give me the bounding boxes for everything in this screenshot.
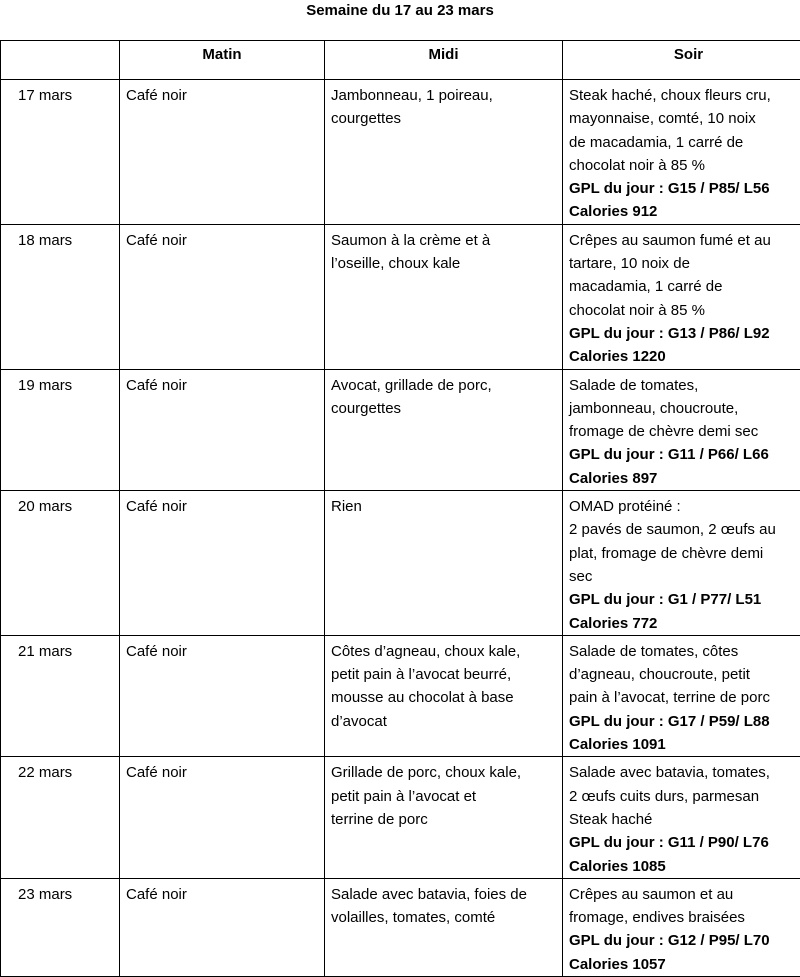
midi-text-line: Avocat, grillade de porc,: [331, 374, 559, 397]
meal-plan-table: [0, 40, 800, 977]
soir-text-line: tartare, 10 noix de: [569, 252, 800, 275]
gpl-summary: GPL du jour : G13 / P86/ L92: [569, 322, 800, 345]
day-cell: [1, 635, 120, 756]
calories-summary: Calories 912: [569, 200, 800, 223]
day-cell: [1, 80, 120, 225]
midi-text-line: petit pain à l’avocat beurré,: [331, 663, 559, 686]
day-label: 17 mars: [18, 84, 116, 107]
midi-text-line: d’avocat: [331, 710, 559, 733]
day-cell: [1, 757, 120, 878]
midi-text-line: mousse au chocolat à base: [331, 686, 559, 709]
soir-text-line: macadamia, 1 carré de: [569, 275, 800, 298]
table-row: [1, 878, 800, 976]
midi-text-line: volailles, tomates, comté: [331, 906, 559, 929]
soir-text-line: chocolat noir à 85 %: [569, 154, 800, 177]
table-row: [1, 635, 800, 756]
soir-cell: [563, 369, 800, 490]
soir-text-line: jambonneau, choucroute,: [569, 397, 800, 420]
table-row: [1, 369, 800, 490]
midi-text-line: Rien: [331, 495, 559, 518]
soir-cell: [563, 635, 800, 756]
table-row: [1, 224, 800, 369]
table-row: [1, 757, 800, 878]
day-label: 18 mars: [18, 229, 116, 252]
midi-text-line: courgettes: [331, 397, 559, 420]
soir-text-line: pain à l’avocat, terrine de porc: [569, 686, 800, 709]
table-row: [1, 80, 800, 225]
soir-text-line: OMAD protéiné :: [569, 495, 800, 518]
soir-text-line: Salade de tomates,: [569, 374, 800, 397]
page-title: Semaine du 17 au 23 mars: [0, 0, 800, 22]
matin-cell: [120, 635, 325, 756]
header-matin: Matin: [120, 41, 325, 80]
matin-text: Café noir: [126, 495, 321, 518]
midi-cell: [325, 757, 563, 878]
soir-text-line: fromage de chèvre demi sec: [569, 420, 800, 443]
gpl-summary: GPL du jour : G1 / P77/ L51: [569, 588, 800, 611]
soir-text-line: d’agneau, choucroute, petit: [569, 663, 800, 686]
midi-cell: [325, 635, 563, 756]
matin-text: Café noir: [126, 84, 321, 107]
matin-text: Café noir: [126, 374, 321, 397]
calories-summary: Calories 897: [569, 467, 800, 490]
table-body: [1, 80, 800, 977]
soir-text-line: Salade avec batavia, tomates,: [569, 761, 800, 784]
header-midi: Midi: [325, 41, 563, 80]
soir-text-line: sec: [569, 565, 800, 588]
soir-text-line: 2 pavés de saumon, 2 œufs au: [569, 518, 800, 541]
midi-text-line: Côtes d’agneau, choux kale,: [331, 640, 559, 663]
day-label: 20 mars: [18, 495, 116, 518]
matin-cell: [120, 757, 325, 878]
midi-cell: [325, 224, 563, 369]
day-label: 23 mars: [18, 883, 116, 906]
day-cell: [1, 878, 120, 976]
calories-summary: Calories 772: [569, 612, 800, 635]
soir-cell: [563, 80, 800, 225]
day-label: 22 mars: [18, 761, 116, 784]
midi-cell: [325, 491, 563, 636]
matin-cell: [120, 369, 325, 490]
day-cell: [1, 224, 120, 369]
header-row: [1, 41, 800, 80]
soir-text-line: Crêpes au saumon fumé et au: [569, 229, 800, 252]
soir-text-line: 2 œufs cuits durs, parmesan: [569, 785, 800, 808]
midi-text-line: l’oseille, choux kale: [331, 252, 559, 275]
day-cell: [1, 491, 120, 636]
soir-cell: [563, 878, 800, 976]
day-cell: [1, 369, 120, 490]
calories-summary: Calories 1057: [569, 953, 800, 976]
midi-text-line: Salade avec batavia, foies de: [331, 883, 559, 906]
midi-text-line: Saumon à la crème et à: [331, 229, 559, 252]
calories-summary: Calories 1091: [569, 733, 800, 756]
soir-text-line: Crêpes au saumon et au: [569, 883, 800, 906]
calories-summary: Calories 1220: [569, 345, 800, 368]
midi-cell: [325, 878, 563, 976]
midi-text-line: Jambonneau, 1 poireau,: [331, 84, 559, 107]
soir-cell: [563, 491, 800, 636]
midi-cell: [325, 80, 563, 225]
soir-text-line: mayonnaise, comté, 10 noix: [569, 107, 800, 130]
soir-text-line: de macadamia, 1 carré de: [569, 131, 800, 154]
soir-cell: [563, 757, 800, 878]
midi-text-line: petit pain à l’avocat et: [331, 785, 559, 808]
matin-cell: [120, 80, 325, 225]
soir-text-line: Salade de tomates, côtes: [569, 640, 800, 663]
day-label: 19 mars: [18, 374, 116, 397]
table-row: [1, 491, 800, 636]
header-date: [1, 41, 120, 80]
day-label: 21 mars: [18, 640, 116, 663]
gpl-summary: GPL du jour : G12 / P95/ L70: [569, 929, 800, 952]
soir-text-line: Steak haché, choux fleurs cru,: [569, 84, 800, 107]
calories-summary: Calories 1085: [569, 855, 800, 878]
gpl-summary: GPL du jour : G15 / P85/ L56: [569, 177, 800, 200]
midi-text-line: courgettes: [331, 107, 559, 130]
midi-text-line: terrine de porc: [331, 808, 559, 831]
matin-text: Café noir: [126, 640, 321, 663]
header-soir: Soir: [563, 41, 800, 80]
soir-cell: [563, 224, 800, 369]
soir-text-line: Steak haché: [569, 808, 800, 831]
matin-cell: [120, 878, 325, 976]
soir-text-line: plat, fromage de chèvre demi: [569, 542, 800, 565]
soir-text-line: fromage, endives braisées: [569, 906, 800, 929]
gpl-summary: GPL du jour : G17 / P59/ L88: [569, 710, 800, 733]
matin-cell: [120, 491, 325, 636]
midi-text-line: Grillade de porc, choux kale,: [331, 761, 559, 784]
matin-text: Café noir: [126, 761, 321, 784]
matin-text: Café noir: [126, 229, 321, 252]
soir-text-line: chocolat noir à 85 %: [569, 299, 800, 322]
matin-text: Café noir: [126, 883, 321, 906]
gpl-summary: GPL du jour : G11 / P90/ L76: [569, 831, 800, 854]
midi-cell: [325, 369, 563, 490]
matin-cell: [120, 224, 325, 369]
gpl-summary: GPL du jour : G11 / P66/ L66: [569, 443, 800, 466]
